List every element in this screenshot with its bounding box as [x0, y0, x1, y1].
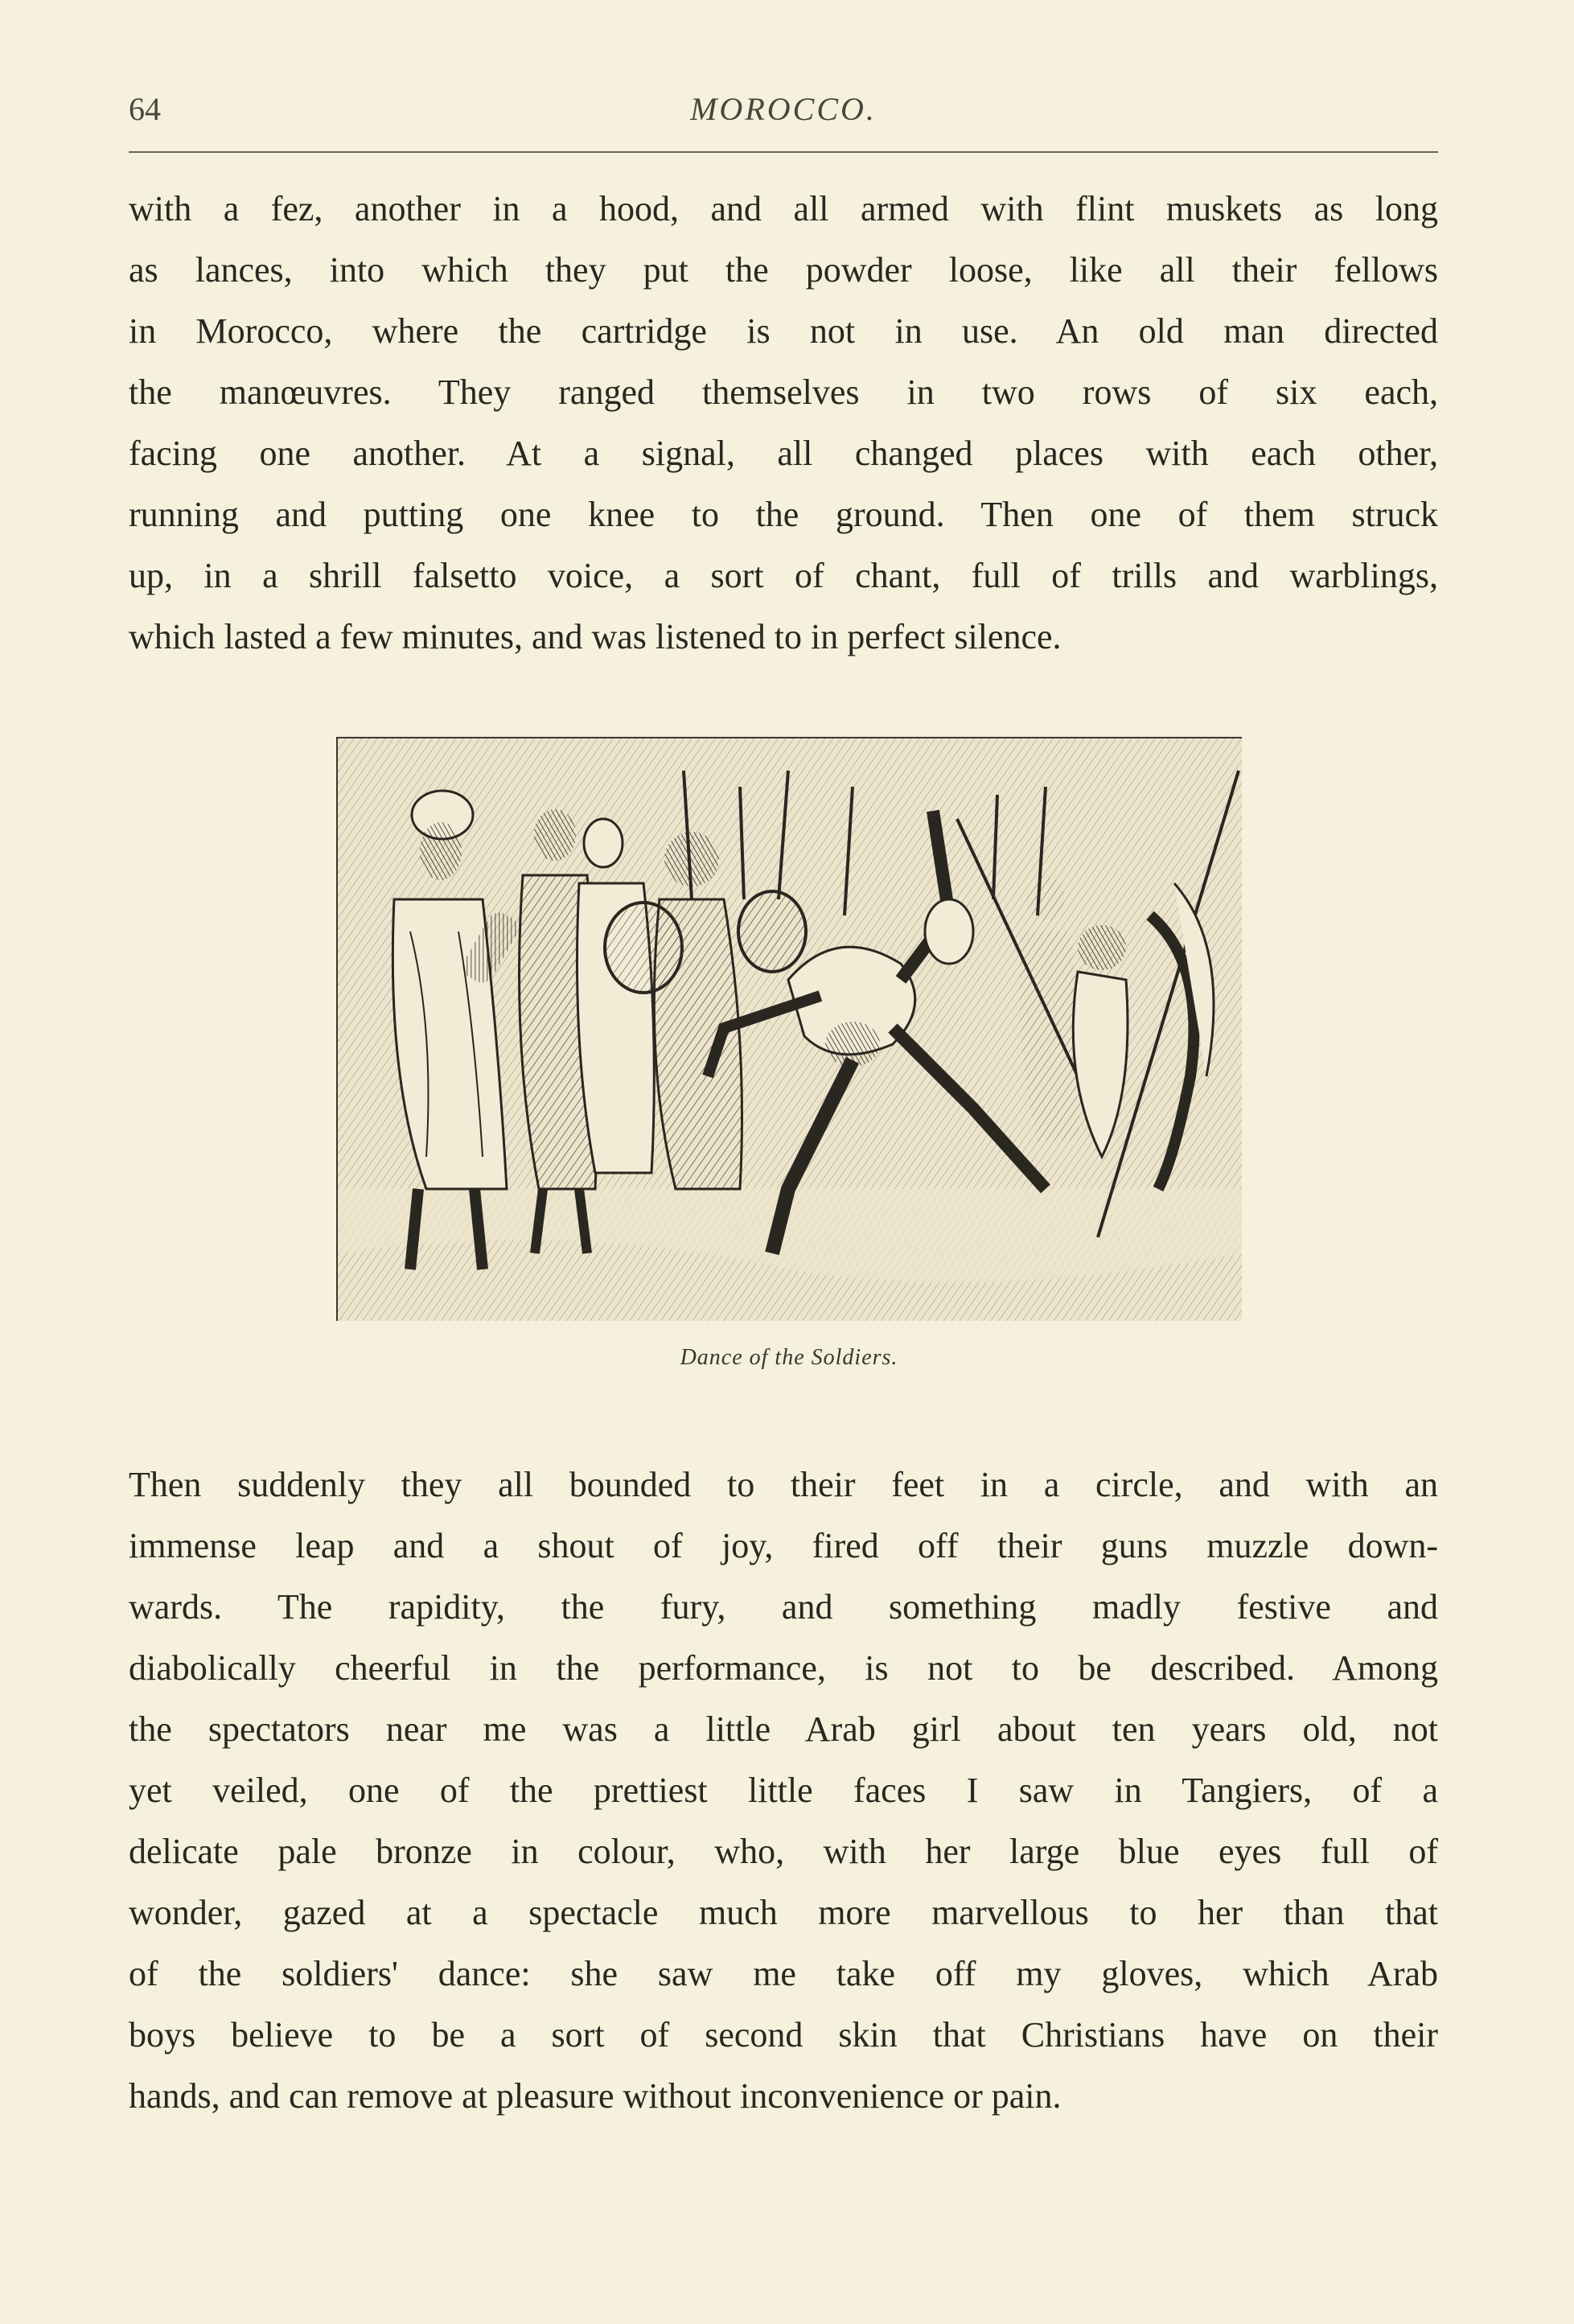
engraving-drawing: [338, 738, 1242, 1321]
header-rule: [129, 151, 1438, 153]
engraving-illustration: [336, 737, 1242, 1321]
text-line: immense leap and a shout of joy, fired off their guns muzzle down-: [129, 1526, 1438, 1565]
text-line: wonder, gazed at a spectacle much more marvellous to her than that: [129, 1893, 1438, 1932]
page-header: [129, 90, 1438, 154]
text-line: facing one another. At a signal, all changed places with each other,: [129, 434, 1438, 473]
paragraph-1: [129, 179, 1438, 668]
figure-caption: Dance of the Soldiers.: [680, 1345, 898, 1370]
text-line: in Morocco, where the cartridge is not in use. An old man directed: [129, 311, 1438, 351]
text-line: of the soldiers' dance: she saw me take off my gloves, which Arab: [129, 1954, 1438, 1993]
text-line: as lances, into which they put the powder loose, like all their fellows: [129, 250, 1438, 290]
text-line: with a fez, another in a hood, and all armed with flint muskets as long: [129, 189, 1438, 228]
text-line: which lasted a few minutes, and was listened to in perfect silence.: [129, 617, 1062, 656]
text-line: hands, and can remove at pleasure without inconvenience or pain.: [129, 2076, 1062, 2116]
text-line: the spectators near me was a little Arab girl about ten years old, not: [129, 1709, 1438, 1749]
text-line: delicate pale bronze in colour, who, with her large blue eyes full of: [129, 1832, 1438, 1871]
text-line: running and putting one knee to the ground. Then one of them struck: [129, 495, 1438, 534]
text-line: wards. The rapidity, the fury, and something madly festive and: [129, 1587, 1438, 1627]
text-line: Then suddenly they all bounded to their feet in a circle, and with an: [129, 1465, 1438, 1504]
running-head: MOROCCO.: [690, 91, 877, 127]
text-line: yet veiled, one of the prettiest little faces I saw in Tangiers, of a: [129, 1771, 1438, 1810]
text-line: the manœuvres. They ranged themselves in two rows of six each,: [129, 372, 1438, 412]
text-line: boys believe to be a sort of second skin that Christians have on their: [129, 2015, 1438, 2055]
text-line: up, in a shrill falsetto voice, a sort of chant, full of trills and warblings,: [129, 556, 1438, 595]
page-number: 64: [129, 91, 161, 127]
text-line: diabolically cheerful in the performance, is not to be described. Among: [129, 1648, 1438, 1688]
paragraph-2: [129, 1454, 1438, 2127]
